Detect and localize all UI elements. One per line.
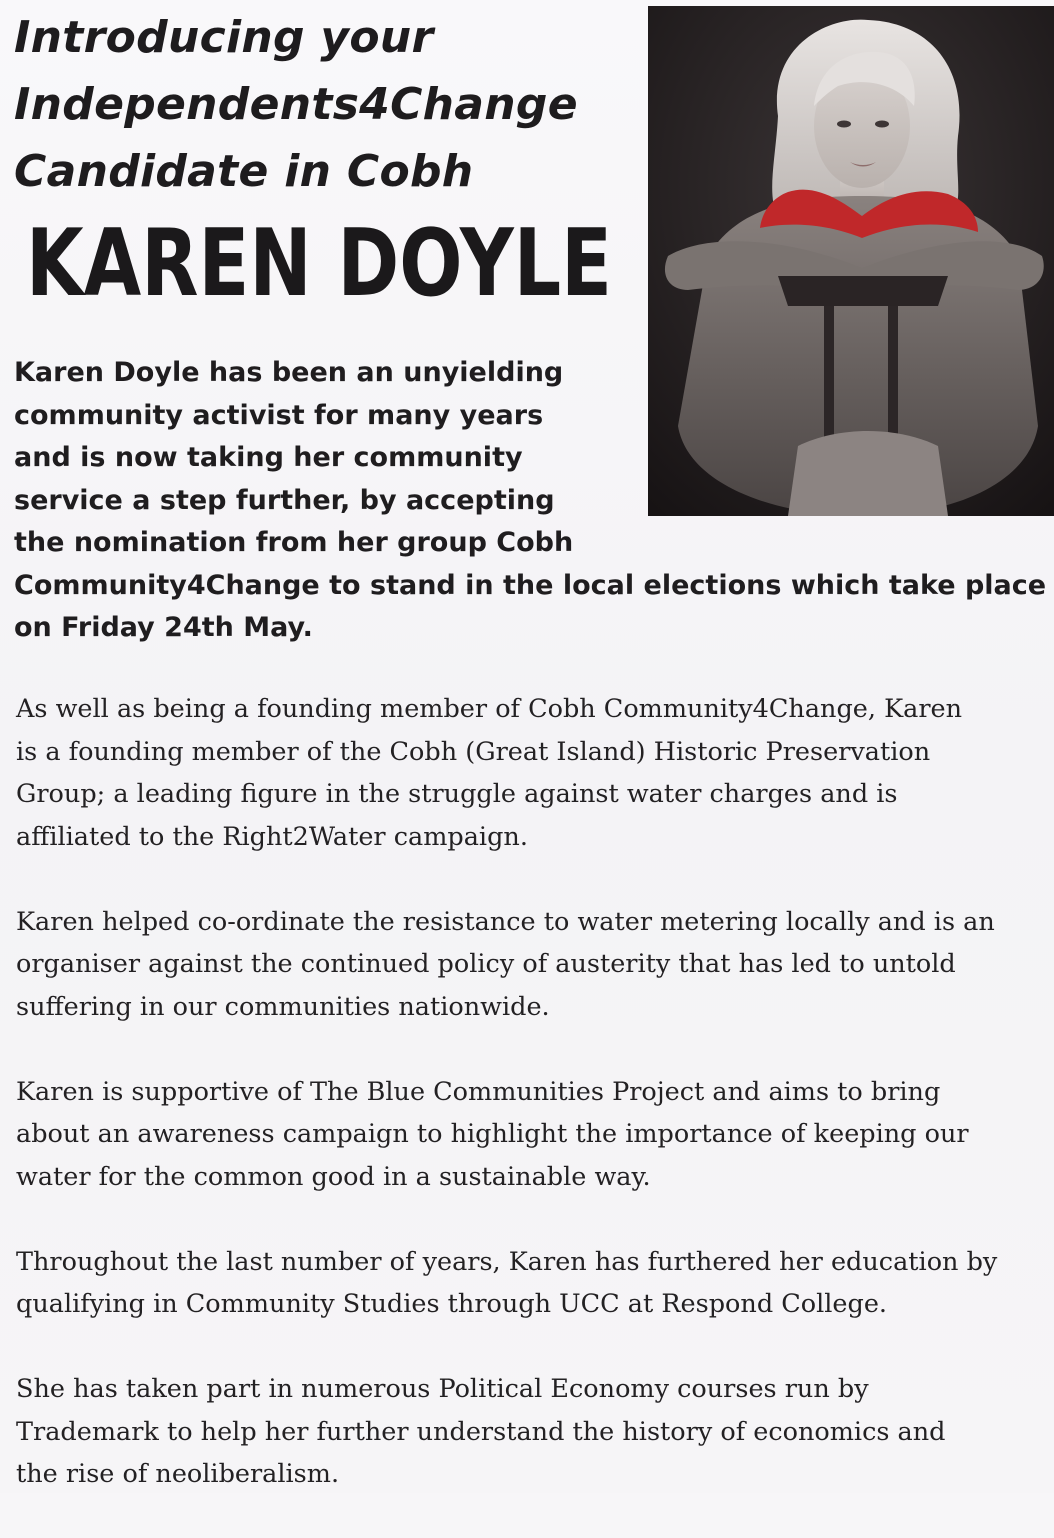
body-line: suffering in our communities nationwide. [16, 991, 550, 1022]
body-line: Karen is supportive of The Blue Communities Project and aims to bring [16, 1076, 941, 1107]
intro-heading [14, 4, 578, 205]
lead-line: the nomination from her group Cobh [14, 527, 574, 558]
body-text [16, 688, 1046, 1538]
body-line: about an awareness campaign to highlight the importance of keeping our [16, 1119, 969, 1149]
body-line: As well as being a founding member of Cobh Community4Change, Karen [16, 694, 963, 724]
body-line: is a founding member of the Cobh (Great Island) Historic Preservation [16, 736, 931, 767]
body-line: the rise of neoliberalism. [16, 1459, 340, 1489]
body-paragraph [16, 688, 1046, 858]
body-line: organiser against the continued policy of austerity that has led to untold [16, 949, 956, 979]
body-line: She has taken part in numerous Political Economy courses run by [16, 1374, 869, 1404]
body-line: Trademark to help her further understand the history of economics and [16, 1416, 946, 1447]
intro-line: Introducing your [14, 12, 434, 63]
lead-line: community activist for many years [14, 399, 544, 431]
body-line: water for the common good in a sustainable way. [16, 1161, 651, 1192]
candidate-name: KAREN DOYLE [26, 209, 612, 317]
body-line: qualifying in Community Studies through UCC at Respond College. [16, 1289, 888, 1319]
body-paragraph [16, 1071, 1046, 1199]
body-line: Throughout the last number of years, Karen has furthered her education by [16, 1246, 998, 1277]
body-paragraph [16, 901, 1046, 1029]
lead-line: Community4Change to stand in the local elections which take place [14, 569, 1047, 601]
lead-line: and is now taking her community [14, 442, 523, 473]
body-line: Group; a leading figure in the struggle against water charges and is [16, 779, 898, 809]
intro-line: Independents4Change [14, 79, 578, 130]
body-paragraph [16, 1368, 1046, 1496]
lead-line: on Friday 24th May. [14, 612, 313, 643]
intro-line: Candidate in Cobh [14, 146, 474, 197]
body-paragraph [16, 1241, 1046, 1326]
body-line: Karen helped co-ordinate the resistance to water metering locally and is an [16, 906, 995, 937]
lead-paragraph [14, 352, 1047, 650]
body-line: affiliated to the Right2Water campaign. [16, 821, 528, 852]
lead-line: Karen Doyle has been an unyielding [14, 357, 564, 388]
lead-line: service a step further, by accepting [14, 484, 555, 516]
